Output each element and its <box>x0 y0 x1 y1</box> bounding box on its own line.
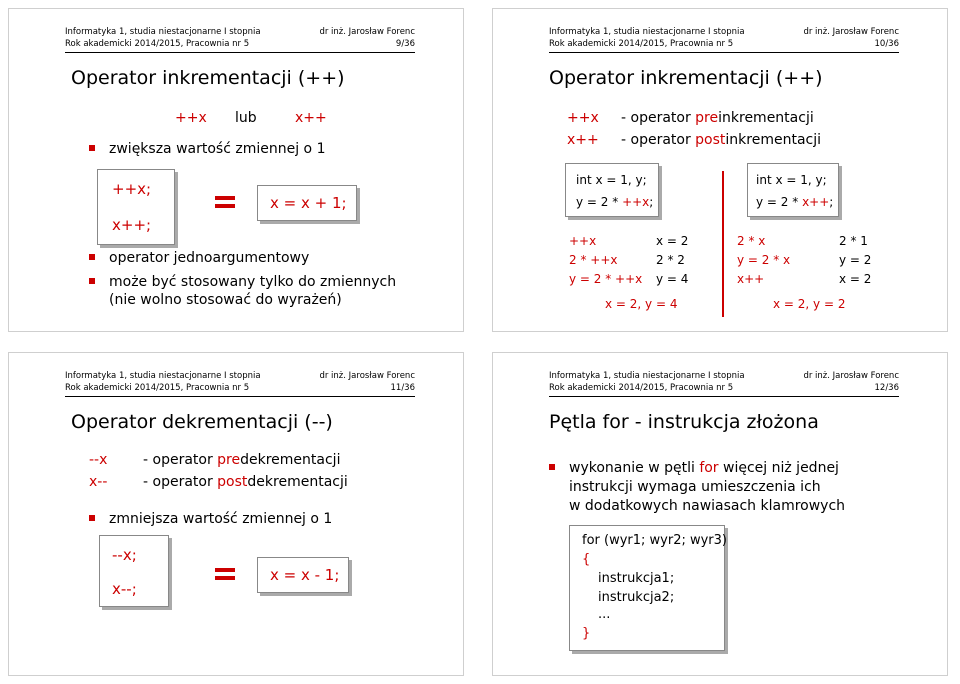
bullet-decrements: zmniejsza wartość zmiennej o 1 <box>109 511 333 527</box>
bullet-increments: zwiększa wartość zmiennej o 1 <box>109 141 326 157</box>
pre-decrement-desc: - operator predekrementacji <box>143 452 341 468</box>
course-name: Informatyka 1, studia niestacjonarne I stopnia <box>65 371 261 381</box>
code-statement-1: instrukcja1; <box>598 571 675 586</box>
right-step-1-result: 2 * 1 <box>839 234 868 248</box>
code-box-pre <box>565 163 659 217</box>
left-step-1-expr: ++x <box>569 234 597 248</box>
divider-line <box>722 171 724 317</box>
slide-header <box>65 26 415 53</box>
box-post-decrement: x--; <box>112 580 137 598</box>
code-box-for <box>569 525 725 651</box>
operator-box <box>97 169 175 245</box>
right-step-1-expr: 2 * x <box>737 234 766 248</box>
code-box-post <box>747 163 839 217</box>
code-line-1: int x = 1, y; <box>756 173 827 187</box>
equivalence-icon <box>215 195 235 209</box>
academic-year: Rok akademicki 2014/2015, Pracownia nr 5 <box>65 383 250 393</box>
bullet-for-loop-cont-2: w dodatkowych nawiasach klamrowych <box>569 498 846 514</box>
course-name: Informatyka 1, studia niestacjonarne I stopnia <box>65 27 261 37</box>
academic-year: Rok akademicki 2014/2015, Pracownia nr 5 <box>549 383 734 393</box>
box-pre-decrement: --x; <box>112 546 137 564</box>
slide-header <box>549 26 899 53</box>
slide-11 <box>8 352 464 676</box>
author-name: dr inż. Jarosław Forenc <box>803 371 899 381</box>
right-step-2-expr: y = 2 * x <box>737 253 791 267</box>
post-decrement-op: x-- <box>89 474 108 490</box>
page-number: 9/36 <box>395 39 415 49</box>
code-line-1: int x = 1, y; <box>576 173 647 187</box>
header-rule <box>549 52 899 53</box>
left-step-3-expr: y = 2 * ++x <box>569 272 643 286</box>
slide-title: Pętla for - instrukcja złożona <box>549 411 819 433</box>
left-step-1-result: x = 2 <box>656 234 689 248</box>
pre-decrement-op: --x <box>89 452 108 468</box>
author-name: dr inż. Jarosław Forenc <box>319 371 415 381</box>
left-final-result: x = 2, y = 4 <box>605 297 678 311</box>
course-name: Informatyka 1, studia niestacjonarne I stopnia <box>549 27 745 37</box>
page-number: 10/36 <box>874 39 899 49</box>
right-step-3-expr: x++ <box>737 272 765 286</box>
post-increment-op: x++ <box>567 132 599 148</box>
slide-header <box>65 370 415 397</box>
box-equivalent: x = x + 1; <box>270 194 347 212</box>
box-pre-increment: ++x; <box>112 180 152 198</box>
bullet-variables-only-cont: (nie wolno stosować do wyrażeń) <box>109 292 342 308</box>
code-open-brace: { <box>582 552 591 567</box>
box-post-increment: x++; <box>112 216 152 234</box>
header-rule <box>65 396 415 397</box>
slide-9 <box>8 8 464 332</box>
slide-title: Operator inkrementacji (++) <box>549 67 823 89</box>
equivalent-box <box>257 185 357 221</box>
bullet-for-loop: wykonanie w pętli for więcej niż jednej <box>569 460 839 476</box>
academic-year: Rok akademicki 2014/2015, Pracownia nr 5 <box>549 39 734 49</box>
page-number: 11/36 <box>390 383 415 393</box>
academic-year: Rok akademicki 2014/2015, Pracownia nr 5 <box>65 39 250 49</box>
code-for-header: for (wyr1; wyr2; wyr3) <box>582 533 727 548</box>
equivalent-box <box>257 557 349 593</box>
bullet-unary: operator jednoargumentowy <box>109 250 310 266</box>
right-step-3-result: x = 2 <box>839 272 872 286</box>
bullet-variables-only: może być stosowany tylko do zmiennych <box>109 274 397 290</box>
code-close-brace: } <box>582 626 591 641</box>
slide-title: Operator dekrementacji (--) <box>71 411 333 433</box>
slide-10 <box>492 8 948 332</box>
or-word: lub <box>235 110 257 126</box>
post-decrement-desc: - operator postdekrementacji <box>143 474 348 490</box>
right-final-result: x = 2, y = 2 <box>773 297 846 311</box>
code-ellipsis: ... <box>598 607 611 622</box>
page-number: 12/36 <box>874 383 899 393</box>
box-equivalent: x = x - 1; <box>270 566 340 584</box>
pre-increment-desc: - operator preinkrementacji <box>621 110 814 126</box>
bullet-for-loop-cont-1: instrukcji wymaga umieszczenia ich <box>569 479 821 495</box>
right-step-2-result: y = 2 <box>839 253 872 267</box>
left-step-3-result: y = 4 <box>656 272 689 286</box>
code-line-2: y = 2 * ++x; <box>576 195 654 209</box>
slide-header <box>549 370 899 397</box>
operator-box <box>99 535 169 607</box>
header-rule <box>549 396 899 397</box>
left-step-2-expr: 2 * ++x <box>569 253 618 267</box>
slide-title: Operator inkrementacji (++) <box>71 67 345 89</box>
left-step-2-result: 2 * 2 <box>656 253 685 267</box>
code-line-2: y = 2 * x++; <box>756 195 834 209</box>
equivalence-icon <box>215 567 235 581</box>
post-increment-desc: - operator postinkrementacji <box>621 132 822 148</box>
author-name: dr inż. Jarosław Forenc <box>319 27 415 37</box>
pre-increment-op: ++x <box>567 110 599 126</box>
header-rule <box>65 52 415 53</box>
pre-increment-op: ++x <box>175 110 207 126</box>
post-increment-op: x++ <box>295 110 327 126</box>
slide-12 <box>492 352 948 676</box>
code-statement-2: instrukcja2; <box>598 590 675 605</box>
author-name: dr inż. Jarosław Forenc <box>803 27 899 37</box>
course-name: Informatyka 1, studia niestacjonarne I stopnia <box>549 371 745 381</box>
